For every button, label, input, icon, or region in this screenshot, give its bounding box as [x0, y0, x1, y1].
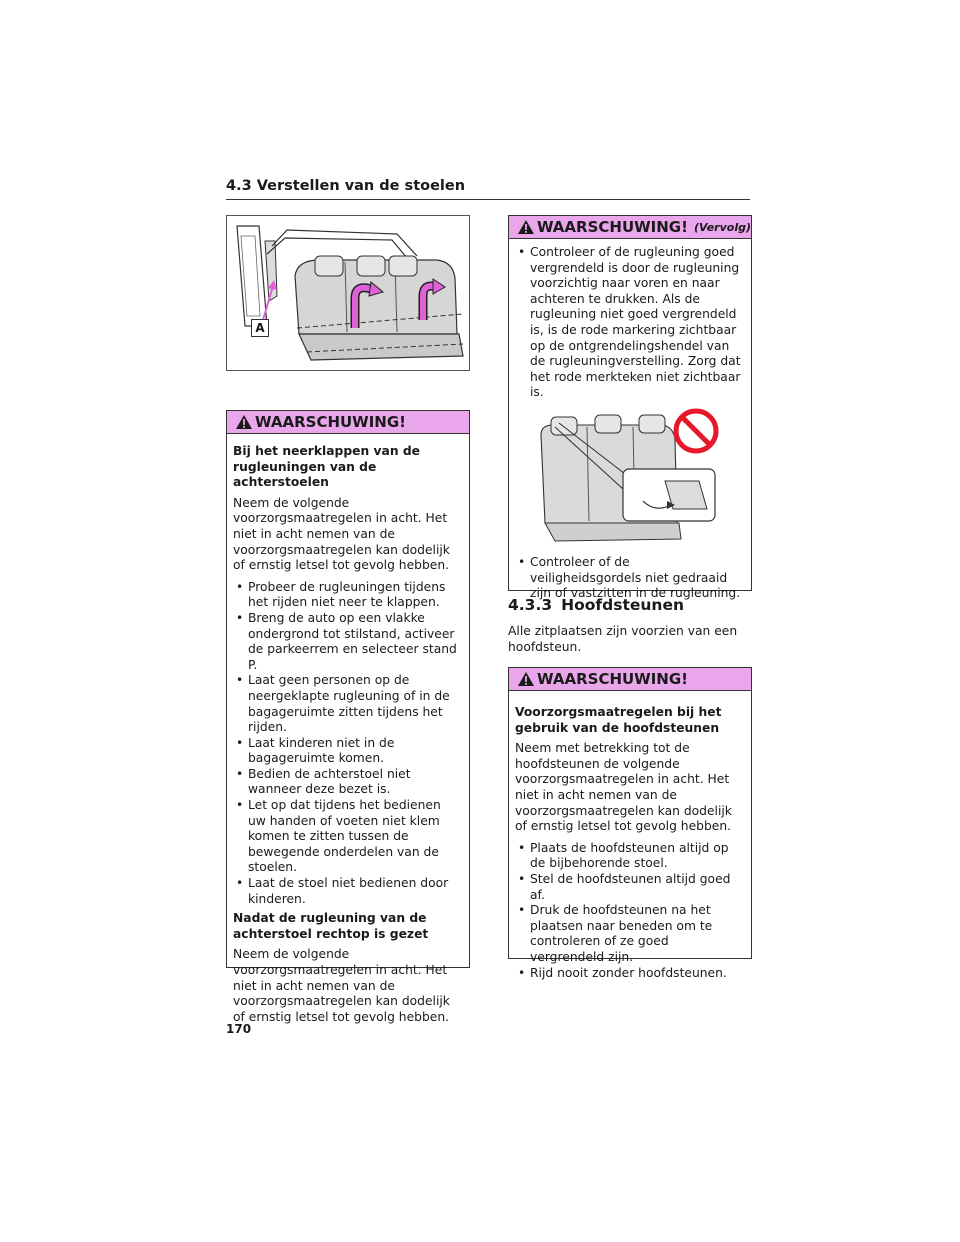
page-number: 170	[226, 1022, 252, 1036]
warning-title: WAARSCHUWING!	[537, 670, 689, 688]
warning-header	[509, 216, 751, 239]
warning-title: WAARSCHUWING!	[536, 218, 688, 236]
section-header: 4.3 Verstellen van de stoelen	[226, 178, 466, 194]
warning-triangle-icon	[517, 219, 535, 235]
list-item: • Rijd nooit zonder hoofdsteunen.	[515, 966, 743, 982]
list-item: • Let op dat tijdens het bedienen uw handen of voeten niet klem komen te zitten tussen de bewegende onderdelen van de stoelen.	[233, 798, 461, 876]
warning-paragraph: Neem de volgende voorzorgsmaatregelen in acht. Het niet in acht nemen van de voorzorgsmaatregelen kan dodelijk of ernstig letsel tot gevolg hebben.	[233, 495, 450, 573]
list-item: • Controleer of de rugleuning goed vergrendeld is door de rugleuning voorzichtig naar voren en naar achteren te drukken. Als de rugleuning niet goed vergrendeld is, is de rode markering zichtbaar op de ontgrendelingshendel van de rugleuningverstelling. Zorg dat het rode merkteken niet zichtbaar is.	[515, 245, 743, 401]
continued-label: (Vervolg)	[693, 220, 751, 234]
list-item: • Stel de hoofdsteunen altijd goed af.	[515, 872, 743, 903]
warning-subheading: Voorzorgsmaatregelen bij het gebruik van de hoofdsteunen	[515, 705, 722, 735]
list-item: • Laat geen personen op de neergeklapte rugleuning of in de bagageruimte zitten tijdens het rijden.	[233, 673, 461, 735]
list-item: • Controleer of de veiligheidsgordels niet gedraaid zijn of vastzitten in de rugleuning.	[515, 555, 743, 602]
seat-fold-illustration	[226, 215, 470, 371]
warning-header	[227, 411, 469, 434]
list-item: • Plaats de hoofdsteunen altijd op de bijbehorende stoel.	[515, 841, 743, 872]
warning-paragraph: Neem met betrekking tot de hoofdsteunen de volgende voorzorgsmaatregelen in acht. Het niet in acht nemen van de voorzorgsmaatregelen kan dodelijk of ernstig letsel tot gevolg hebben.	[515, 741, 732, 834]
warning-triangle-icon	[517, 671, 535, 687]
section-intro: Alle zitplaatsen zijn voorzien van een hoofdsteun.	[508, 624, 738, 654]
warning-title: WAARSCHUWING!	[255, 413, 407, 431]
callout-label-a: A	[251, 319, 269, 337]
warning-box-continued	[508, 215, 752, 601]
warning-box-fold	[226, 410, 470, 1024]
section-number: 4.3.3	[508, 596, 553, 614]
warning-box-headrest	[508, 667, 752, 980]
warning-subheading: Bij het neerklappen van de rugleuningen van de achterstoelen	[233, 444, 420, 490]
list-item: • Bedien de achterstoel niet wanneer deze bezet is.	[233, 767, 461, 798]
seat-lock-illustration	[515, 405, 743, 555]
section-heading	[508, 596, 684, 614]
warning-paragraph: Neem de volgende voorzorgsmaatregelen in acht. Het niet in acht nemen van de voorzorgsmaatregelen kan dodelijk of ernstig letsel tot gevolg hebben.	[233, 947, 450, 1024]
warning-bullet-list	[515, 841, 743, 981]
list-item: • Breng de auto op een vlakke ondergrond tot stilstand, activeer de parkeerrem en selecteer stand P.	[233, 611, 461, 673]
section-title: Hoofdsteunen	[561, 596, 685, 614]
header-divider	[226, 199, 750, 200]
list-item: • Druk de hoofdsteunen na het plaatsen naar beneden om te controleren of ze goed vergrendeld zijn.	[515, 903, 743, 965]
rear-seat-fold-drawing	[227, 216, 469, 370]
warning-bullet-list	[233, 580, 461, 907]
prohibition-icon	[673, 408, 719, 454]
warning-header	[509, 668, 751, 691]
list-item: • Laat kinderen niet in de bagageruimte komen.	[233, 736, 461, 767]
list-item: • Laat de stoel niet bedienen door kinderen.	[233, 876, 461, 907]
warning-subheading: Nadat de rugleuning van de achterstoel rechtop is gezet	[233, 911, 429, 941]
warning-triangle-icon	[235, 414, 253, 430]
list-item: • Probeer de rugleuningen tijdens het rijden niet neer te klappen.	[233, 580, 461, 611]
